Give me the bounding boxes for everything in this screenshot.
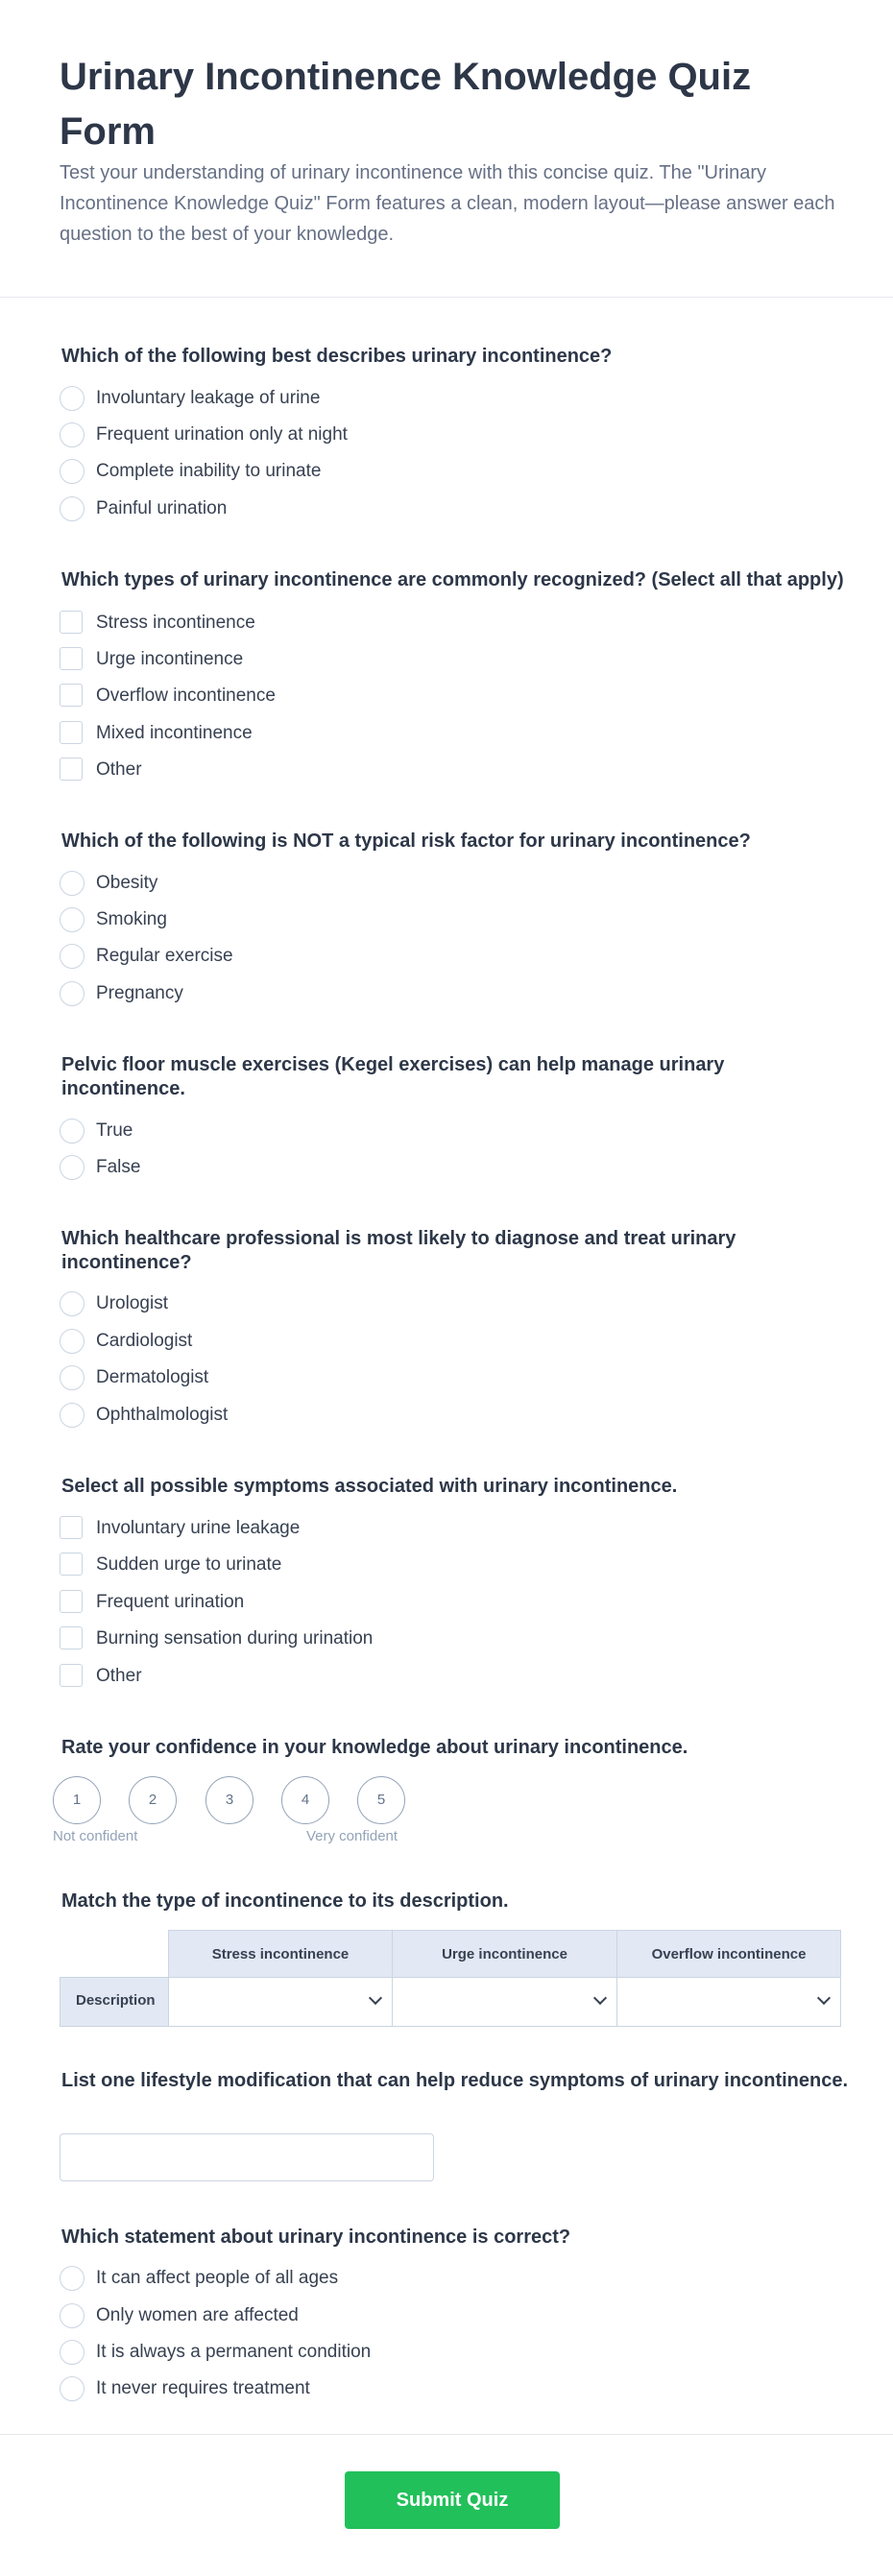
option-label: Other	[96, 759, 142, 780]
option-label: Complete inability to urinate	[96, 461, 322, 481]
chevron-down-icon	[369, 1991, 382, 2005]
rating-max-label: Very confident	[306, 1828, 398, 1844]
chevron-down-icon	[593, 1991, 607, 2005]
option-label: It can affect people of all ages	[96, 2268, 339, 2288]
option-label: Painful urination	[96, 498, 228, 518]
radio-button[interactable]	[60, 2376, 84, 2401]
radio-button[interactable]	[60, 2303, 84, 2328]
question-10: Which statement about urinary incontinence is correct?	[61, 2227, 571, 2248]
radio-button[interactable]	[60, 981, 84, 1006]
form-title: Urinary Incontinence Knowledge Quiz Form	[60, 56, 752, 153]
form-header	[0, 0, 893, 298]
question-8: Match the type of incontinence to its description.	[61, 1890, 509, 1912]
option-label: Regular exercise	[96, 946, 233, 966]
form-description: Test your understanding of urinary incontinence with this concise quiz. The "Urinary Incontinence Knowledge Quiz" Form features a clean, modern layout—please answer each question to the best of your knowledge.	[60, 162, 835, 245]
question-3: Which of the following is NOT a typical risk factor for urinary incontinence?	[61, 831, 751, 852]
matrix-dropdown[interactable]	[616, 1977, 841, 2027]
option-label: Stress incontinence	[96, 613, 255, 633]
question-9: List one lifestyle modification that can help reduce symptoms of urinary incontinence.	[61, 2070, 849, 2091]
checkbox[interactable]	[60, 1626, 83, 1649]
matrix-column-header: Urge incontinence	[392, 1930, 617, 1978]
matrix-column-header: Stress incontinence	[168, 1930, 393, 1978]
question-1: Which of the following best describes urinary incontinence?	[61, 346, 613, 367]
checkbox[interactable]	[60, 1553, 83, 1576]
rating-min-label: Not confident	[53, 1828, 138, 1844]
option-label: Burning sensation during urination	[96, 1628, 374, 1649]
question-4: Pelvic floor muscle exercises (Kegel exercises) can help manage urinary incontinence.	[61, 1054, 725, 1099]
radio-button[interactable]	[60, 1403, 84, 1428]
matrix-row-header: Description	[60, 1977, 169, 2027]
option-label: It is always a permanent condition	[96, 2342, 372, 2362]
option-label: Frequent urination only at night	[96, 424, 348, 445]
checkbox[interactable]	[60, 1516, 83, 1539]
option-label: False	[96, 1157, 141, 1177]
option-label: Sudden urge to urinate	[96, 1554, 282, 1575]
checkbox[interactable]	[60, 1664, 83, 1687]
checkbox[interactable]	[60, 611, 83, 634]
radio-button[interactable]	[60, 871, 84, 896]
option-label: True	[96, 1120, 133, 1141]
option-label: Pregnancy	[96, 983, 183, 1003]
option-label: It never requires treatment	[96, 2378, 310, 2398]
option-label: Smoking	[96, 909, 167, 929]
option-label: Other	[96, 1666, 142, 1686]
radio-button[interactable]	[60, 907, 84, 932]
footer-divider	[0, 2434, 893, 2435]
checkbox[interactable]	[60, 1590, 83, 1613]
rating-option-1[interactable]: 1	[53, 1776, 101, 1824]
option-label: Only women are affected	[96, 2305, 299, 2325]
radio-button[interactable]	[60, 944, 84, 969]
radio-button[interactable]	[60, 422, 84, 447]
rating-option-3[interactable]: 3	[205, 1776, 253, 1824]
submit-quiz-button[interactable]: Submit Quiz	[345, 2471, 560, 2529]
option-label: Cardiologist	[96, 1331, 193, 1351]
question-5: Which healthcare professional is most likely to diagnose and treat urinary incontinence?	[61, 1228, 736, 1273]
rating-option-5[interactable]: 5	[357, 1776, 405, 1824]
radio-button[interactable]	[60, 2266, 84, 2291]
checkbox[interactable]	[60, 758, 83, 781]
rating-option-2[interactable]: 2	[129, 1776, 177, 1824]
radio-button[interactable]	[60, 2340, 84, 2365]
radio-button[interactable]	[60, 496, 84, 521]
question-6: Select all possible symptoms associated with urinary incontinence.	[61, 1476, 678, 1497]
option-label: Mixed incontinence	[96, 723, 253, 743]
checkbox[interactable]	[60, 647, 83, 670]
chevron-down-icon	[817, 1991, 831, 2005]
option-label: Urologist	[96, 1293, 168, 1313]
radio-button[interactable]	[60, 1119, 84, 1144]
option-label: Dermatologist	[96, 1367, 209, 1387]
option-label: Obesity	[96, 873, 158, 893]
option-label: Ophthalmologist	[96, 1405, 229, 1425]
option-label: Overflow incontinence	[96, 686, 276, 706]
question-7: Rate your confidence in your knowledge about urinary incontinence.	[61, 1737, 688, 1758]
matching-matrix	[60, 1930, 841, 2027]
option-label: Urge incontinence	[96, 649, 244, 669]
option-label: Frequent urination	[96, 1592, 245, 1612]
question-2: Which types of urinary incontinence are commonly recognized? (Select all that apply)	[61, 569, 844, 590]
radio-button[interactable]	[60, 386, 84, 411]
option-label: Involuntary urine leakage	[96, 1518, 301, 1538]
matrix-dropdown[interactable]	[392, 1977, 617, 2027]
matrix-dropdown[interactable]	[168, 1977, 393, 2027]
checkbox[interactable]	[60, 721, 83, 744]
option-label: Involuntary leakage of urine	[96, 388, 321, 408]
radio-button[interactable]	[60, 1155, 84, 1180]
radio-button[interactable]	[60, 1329, 84, 1354]
rating-option-4[interactable]: 4	[281, 1776, 329, 1824]
lifestyle-modification-input[interactable]	[60, 2133, 434, 2181]
radio-button[interactable]	[60, 1365, 84, 1390]
checkbox[interactable]	[60, 684, 83, 707]
matrix-column-header: Overflow incontinence	[616, 1930, 841, 1978]
radio-button[interactable]	[60, 459, 84, 484]
radio-button[interactable]	[60, 1291, 84, 1316]
